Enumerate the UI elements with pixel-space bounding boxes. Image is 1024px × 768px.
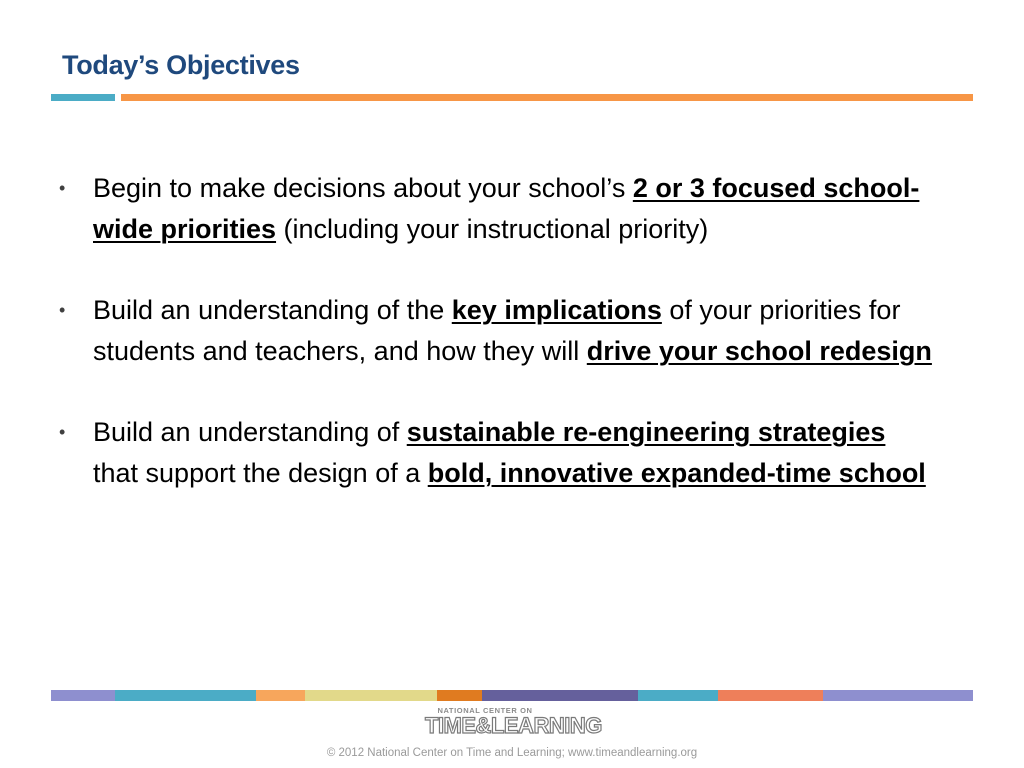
body-text: Begin to make decisions about your school’s <box>93 173 633 203</box>
footer-bar-segment <box>51 690 115 701</box>
emphasized-text: bold, innovative expanded-time school <box>427 458 926 488</box>
footer-bar-segment <box>482 690 638 701</box>
footer-bar-segment <box>823 690 973 701</box>
footer-bar-segment <box>638 690 718 701</box>
objective-item <box>56 412 936 494</box>
body-text: (including your instructional priority) <box>276 214 709 244</box>
ncl-logo <box>425 706 600 744</box>
emphasized-text: 2 or 3 focused school-wide priorities <box>93 173 920 244</box>
title-accent-bar-long <box>121 94 973 101</box>
slide-title: Today’s Objectives <box>62 50 300 80</box>
title-accent-bar-short <box>51 94 115 101</box>
footer-color-bar <box>51 690 973 701</box>
bullet-dot: • <box>59 178 66 198</box>
footer-bar-segment <box>718 690 823 701</box>
body-text: Build an understanding of <box>93 417 407 447</box>
emphasized-text: drive your school redesign <box>586 336 932 366</box>
objective-item <box>56 290 936 372</box>
objectives-list <box>56 168 936 534</box>
footer-bar-segment <box>115 690 256 701</box>
emphasized-text: key implications <box>451 295 662 325</box>
bullet-dot: • <box>59 300 66 320</box>
objective-item <box>56 168 936 250</box>
body-text: that support the design of a <box>93 458 428 488</box>
body-text: of your priorities for students and teachers, and how they will <box>93 295 901 366</box>
logo-top-text: NATIONAL CENTER ON <box>437 706 533 715</box>
logo-main-text: TIME&LEARNING <box>425 713 602 738</box>
copyright-text: © 2012 National Center on Time and Learning; www.timeandlearning.org <box>326 747 698 759</box>
body-text: Build an understanding of the <box>93 295 452 325</box>
footer-bar-segment <box>305 690 437 701</box>
footer-bar-segment <box>437 690 482 701</box>
bullet-dot: • <box>59 422 66 442</box>
footer-bar-segment <box>256 690 305 701</box>
emphasized-text: sustainable re-engineering strategies <box>406 417 886 447</box>
